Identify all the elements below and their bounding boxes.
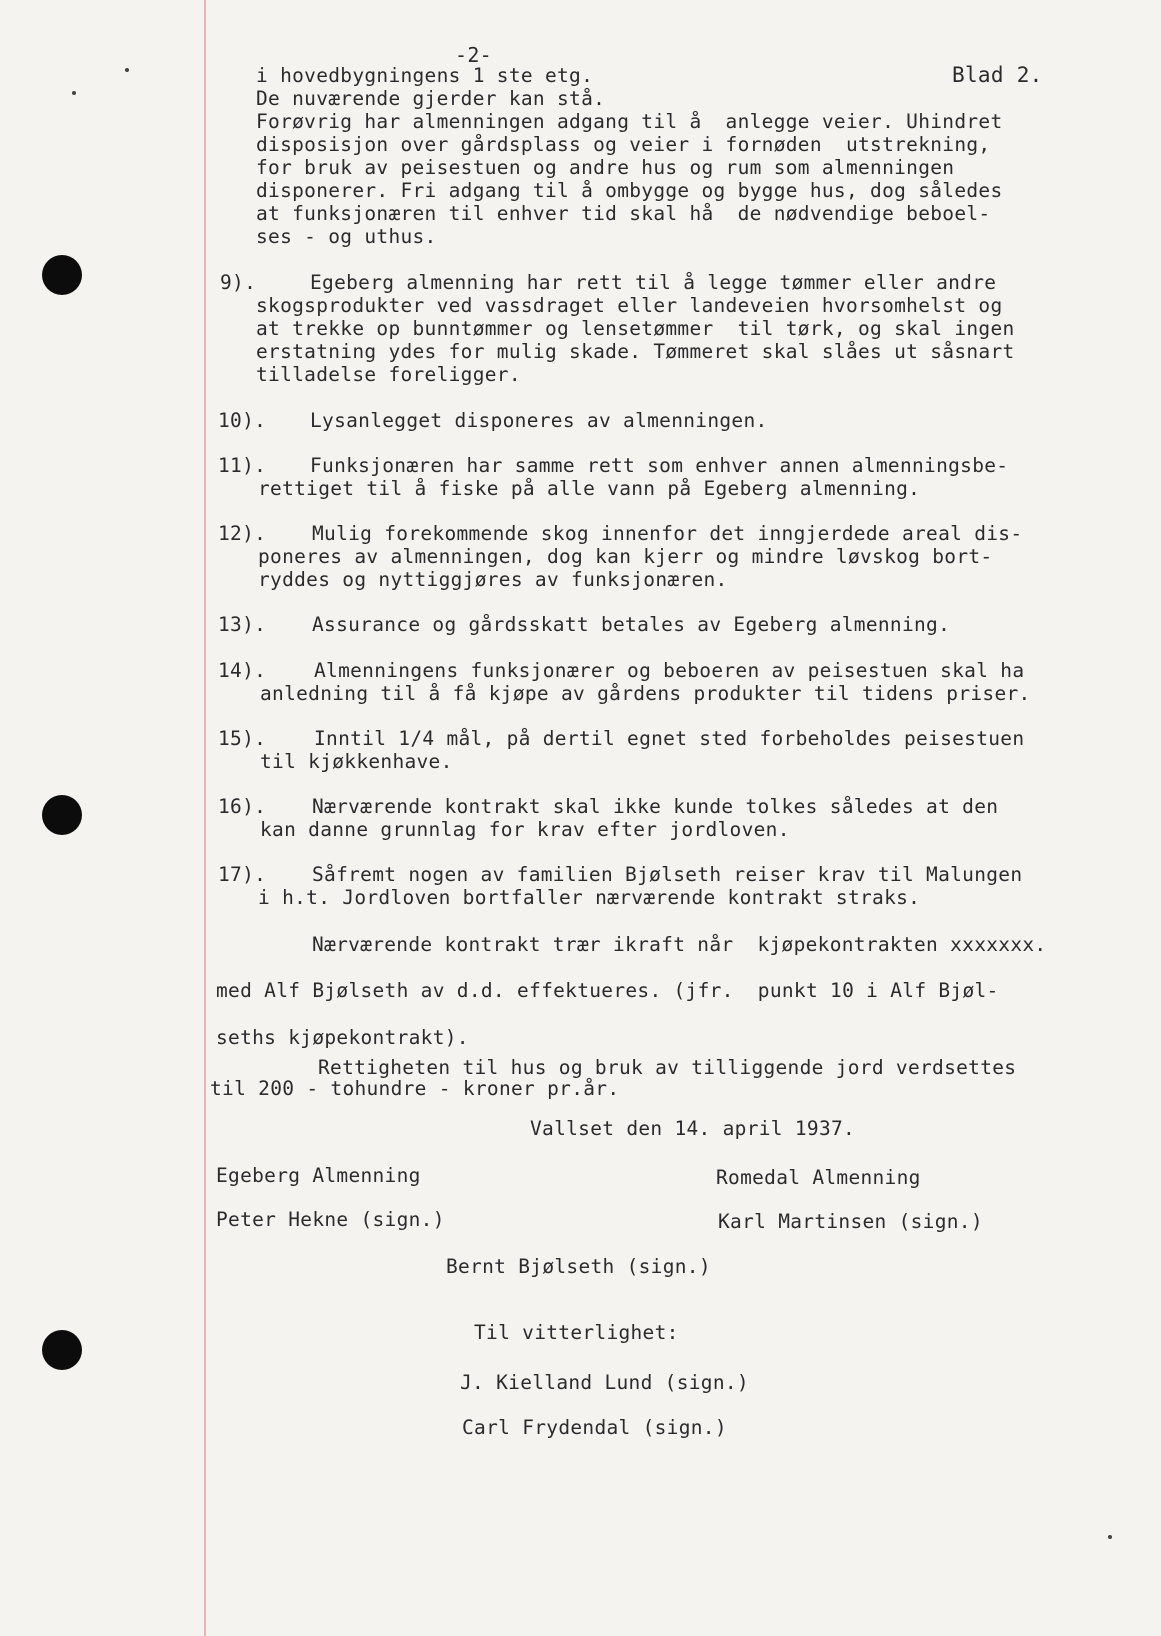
clause-line: i h.t. Jordloven bortfaller nærværende kontrakt straks. [258, 886, 921, 909]
page-number: -2- [455, 43, 493, 67]
closing-line: seths kjøpekontrakt). [216, 1026, 469, 1049]
intro-line: at funksjonæren til enhver tid skal hå de nødvendige beboel- [256, 202, 991, 225]
speck [72, 91, 76, 95]
punch-hole [42, 1330, 82, 1370]
closing-line: Nærværende kontrakt trær ikraft når kjøpekontrakten xxxxxxx. [312, 933, 1047, 956]
signatory-name-center: Bernt Bjølseth (sign.) [446, 1255, 711, 1278]
speck [125, 68, 129, 72]
signatory-org-left: Egeberg Almenning [216, 1164, 421, 1187]
signatory-name-left: Peter Hekne (sign.) [216, 1208, 445, 1231]
clause-number: 16). [218, 795, 267, 818]
signatory-name-right: Karl Martinsen (sign.) [718, 1210, 983, 1233]
clause-line: Nærværende kontrakt skal ikke kunde tolkes således at den [312, 795, 999, 818]
clause-line: at trekke op bunntømmer og lensetømmer til tørk, og skal ingen [256, 317, 1015, 340]
clause-line: Mulig forekommende skog innenfor det inngjerdede areal dis- [312, 522, 1023, 545]
clause-line: tilladelse foreligger. [256, 363, 521, 386]
sheet-label: Blad 2. [952, 63, 1043, 87]
witness-name: J. Kielland Lund (sign.) [460, 1371, 749, 1394]
intro-line: for bruk av peisestuen og andre hus og rum som almenningen [256, 156, 955, 179]
intro-line: i hovedbygningens 1 ste etg. [256, 64, 594, 87]
clause-number: 15). [218, 727, 267, 750]
witness-heading: Til vitterlighet: [474, 1321, 679, 1344]
clause-number: 9). [220, 271, 257, 294]
punch-hole [42, 255, 82, 295]
punch-hole [42, 795, 82, 835]
clause-line: anledning til å få kjøpe av gårdens produkter til tidens priser. [260, 682, 1031, 705]
clause-line: Egeberg almenning har rett til å legge tømmer eller andre [310, 271, 997, 294]
clause-line: poneres av almenningen, dog kan kjerr og mindre løvskog bort- [258, 545, 993, 568]
clause-line: rettiget til å fiske på alle vann på Egeberg almenning. [258, 477, 921, 500]
clause-number: 13). [218, 613, 267, 636]
clause-line: skogsprodukter ved vassdraget eller landeveien hvorsomhelst og [256, 294, 1003, 317]
place-date: Vallset den 14. april 1937. [530, 1117, 856, 1140]
clause-line: til kjøkkenhave. [260, 750, 453, 773]
clause-line: Lysanlegget disponeres av almenningen. [310, 409, 768, 432]
clause-number: 10). [218, 409, 267, 432]
rights-line: til 200 - tohundre - kroner pr.år. [210, 1077, 620, 1100]
clause-number: 14). [218, 659, 267, 682]
clause-line: Såfremt nogen av familien Bjølseth reiser krav til Malungen [312, 863, 1023, 886]
intro-line: disponerer. Fri adgang til å ombygge og bygge hus, dog således [256, 179, 1003, 202]
clause-line: Almenningens funksjonærer og beboeren av peisestuen skal ha [314, 659, 1025, 682]
clause-line: Inntil 1/4 mål, på dertil egnet sted forbeholdes peisestuen [314, 727, 1025, 750]
clause-number: 12). [218, 522, 267, 545]
margin-rule [204, 0, 206, 1636]
clause-line: erstatning ydes for mulig skade. Tømmeret skal slåes ut såsnart [256, 340, 1015, 363]
clause-line: kan danne grunnlag for krav efter jordloven. [260, 818, 790, 841]
speck [1108, 1535, 1112, 1539]
intro-line: Forøvrig har almenningen adgang til å anlegge veier. Uhindret [256, 110, 1003, 133]
clause-line: Assurance og gårdsskatt betales av Egeberg almenning. [312, 613, 951, 636]
intro-line: De nuværende gjerder kan stå. [256, 87, 606, 110]
clause-number: 11). [218, 454, 267, 477]
intro-line: disposisjon over gårdsplass og veier i fornøden utstrekning, [256, 133, 991, 156]
closing-line: med Alf Bjølseth av d.d. effektueres. (jfr. punkt 10 i Alf Bjøl- [216, 979, 999, 1002]
rights-line: Rettigheten til hus og bruk av tilliggende jord verdsettes [318, 1056, 1017, 1079]
signatory-org-right: Romedal Almenning [716, 1166, 921, 1189]
intro-line: ses - og uthus. [256, 225, 437, 248]
clause-line: Funksjonæren har samme rett som enhver annen almenningsbe- [310, 454, 1009, 477]
clause-number: 17). [218, 863, 267, 886]
clause-line: ryddes og nyttiggjøres av funksjonæren. [258, 568, 728, 591]
witness-name: Carl Frydendal (sign.) [462, 1416, 727, 1439]
